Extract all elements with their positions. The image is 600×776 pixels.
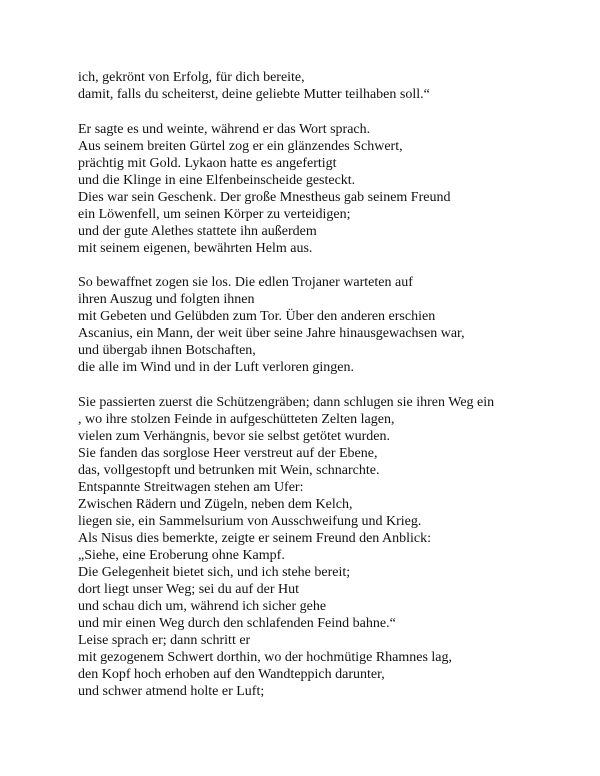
text-line: prächtig mit Gold. Lykaon hatte es angefertigt	[78, 155, 337, 171]
text-line: und die Klinge in eine Elfenbeinscheide gesteckt.	[78, 172, 356, 188]
text-line: mit gezogenem Schwert dorthin, wo der hochmütige Rhamnes lag,	[78, 649, 453, 665]
text-line: und schwer atmend holte er Luft;	[78, 683, 265, 699]
text-line: den Kopf hoch erhoben auf den Wandteppich darunter,	[78, 666, 385, 682]
text-line: dort liegt unser Weg; sei du auf der Hut	[78, 581, 300, 597]
text-line: mit seinem eigenen, bewährten Helm aus.	[78, 240, 313, 256]
text-line: das, vollgestopft und betrunken mit Wein, schnarchte.	[78, 462, 380, 478]
text-line: mit Gebeten und Gelübden zum Tor. Über den anderen erschien	[78, 309, 436, 324]
text-line: Ascanius, ein Mann, der weit über seine Jahre hinausgewachsen war,	[78, 326, 465, 341]
text-line: Als Nisus dies bemerkte, zeigte er seinem Freund den Anblick:	[78, 530, 432, 546]
stanza-2	[78, 121, 578, 257]
text-line: Dies war sein Geschenk. Der große Mnestheus gab seinem Freund	[78, 189, 451, 205]
poem-text	[78, 69, 578, 717]
text-line: Er sagte es und weinte, während er das Wort sprach.	[78, 121, 371, 137]
text-line: Sie fanden das sorglose Heer verstreut auf der Ebene,	[78, 445, 378, 461]
text-line: Entspannte Streitwagen stehen am Ufer:	[78, 479, 304, 495]
text-line: ich, gekrönt von Erfolg, für dich bereite,	[78, 70, 305, 85]
stanza-1	[78, 69, 578, 103]
text-line: vielen zum Verhängnis, bevor sie selbst getötet wurden.	[78, 428, 390, 444]
stanza-3	[78, 274, 578, 376]
text-line: Zwischen Rädern und Zügeln, neben dem Kelch,	[78, 496, 353, 512]
text-line: Die Gelegenheit bietet sich, und ich stehe bereit;	[78, 564, 351, 580]
text-line: So bewaffnet zogen sie los. Die edlen Trojaner warteten auf	[78, 275, 413, 290]
text-line: und mir einen Weg durch den schlafenden Feind bahne.“	[78, 615, 396, 631]
text-line: ein Löwenfell, um seinen Körper zu verteidigen;	[78, 206, 351, 222]
text-line: „Siehe, eine Eroberung ohne Kampf.	[78, 547, 285, 563]
text-line: Sie passierten zuerst die Schützengräben; dann schlugen sie ihren Weg ein	[78, 394, 495, 410]
text-line: und schau dich um, während ich sicher gehe	[78, 598, 327, 614]
text-line: liegen sie, ein Sammelsurium von Ausschweifung und Krieg.	[78, 513, 422, 529]
text-line: , wo ihre stolzen Feinde in aufgeschütteten Zelten lagen,	[78, 411, 395, 427]
text-line: damit, falls du scheiterst, deine geliebte Mutter teilhaben soll.“	[78, 87, 430, 102]
text-line: und der gute Alethes stattete ihn außerdem	[78, 223, 317, 239]
text-line: und übergab ihnen Botschaften,	[78, 343, 256, 358]
text-line: Aus seinem breiten Gürtel zog er ein glänzendes Schwert,	[78, 138, 403, 154]
text-line: Leise sprach er; dann schritt er	[78, 632, 251, 648]
text-line: die alle im Wind und in der Luft verloren gingen.	[78, 360, 354, 375]
text-line: ihren Auszug und folgten ihnen	[78, 292, 255, 307]
stanza-4	[78, 394, 578, 700]
